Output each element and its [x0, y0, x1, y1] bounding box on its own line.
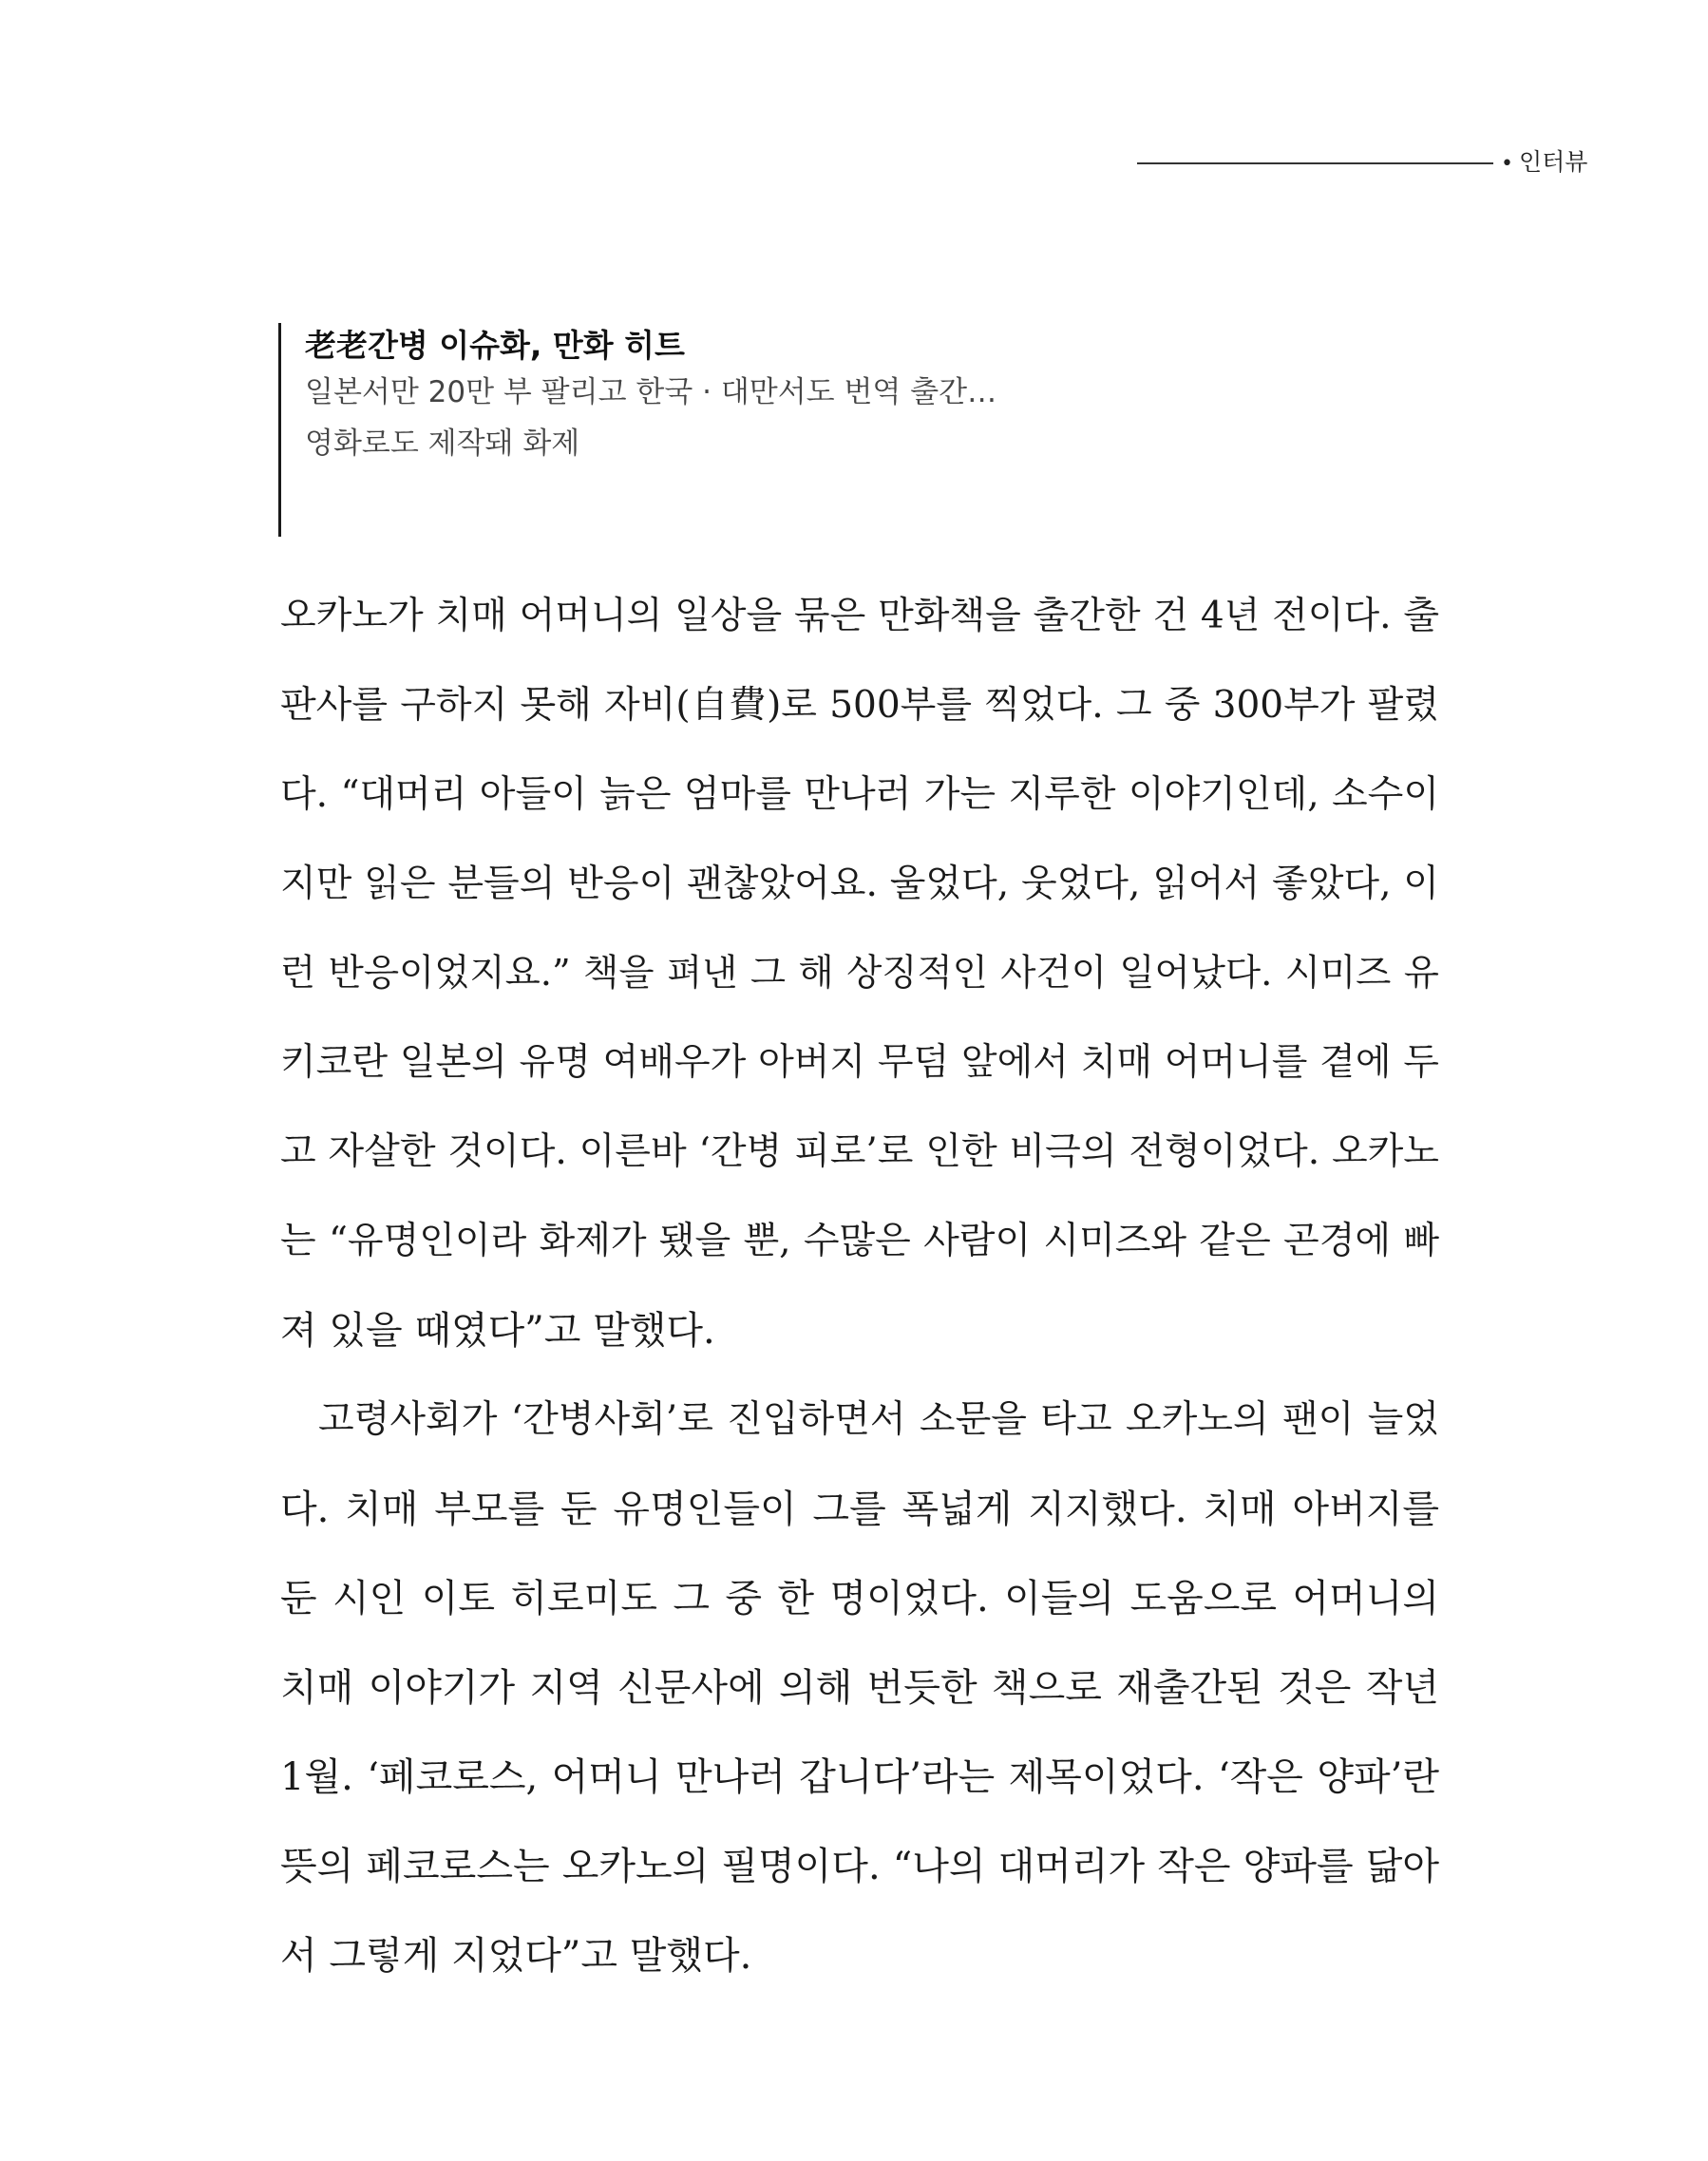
text-line: 고 자살한 것이다. 이른바 ‘간병 피로’로 인한 비극의 전형이었다. 오카노 [280, 1130, 1439, 1173]
bullet-icon: • [1501, 152, 1513, 176]
text-line: 뜻의 페코로스는 오카노의 필명이다. “나의 대머리가 작은 양파를 닮아 [280, 1845, 1439, 1888]
section-label-text: 인터뷰 [1518, 148, 1588, 176]
text-line: 치매 이야기가 지역 신문사에 의해 번듯한 책으로 재출간된 것은 작년 [280, 1666, 1439, 1710]
pull-quote-subtitle-line: 영화로도 제작돼 화제 [305, 427, 580, 461]
header-rule [1137, 162, 1493, 164]
pull-quote-box [278, 323, 996, 537]
text-line: 지만 읽은 분들의 반응이 괜찮았어요. 울었다, 웃었다, 읽어서 좋았다, 이 [280, 863, 1439, 905]
paragraph-2 [280, 1375, 1439, 2000]
paragraph-1 [280, 572, 1439, 1375]
article-body [280, 572, 1439, 2000]
text-line: 1월. ‘페코로스, 어머니 만나러 갑니다’라는 제목이었다. ‘작은 양파’란 [280, 1755, 1439, 1799]
text-line: 고령사회가 ‘간병사회’로 진입하면서 소문을 타고 오카노의 팬이 늘었 [318, 1398, 1439, 1441]
text-line: 오카노가 치매 어머니의 일상을 묶은 만화책을 출간한 건 4년 전이다. 출 [280, 595, 1439, 637]
text-line: 져 있을 때였다”고 말했다. [280, 1309, 715, 1353]
section-label [1501, 143, 1587, 183]
text-line: 판사를 구하지 못해 자비(自費)로 500부를 찍었다. 그 중 300부가 팔렸 [280, 684, 1439, 727]
text-line: 둔 시인 이토 히로미도 그 중 한 명이었다. 이들의 도움으로 어머니의 [280, 1577, 1439, 1621]
text-line: 키코란 일본의 유명 여배우가 아버지 무덤 앞에서 치매 어머니를 곁에 두 [280, 1041, 1439, 1084]
text-line: 다. 치매 부모를 둔 유명인들이 그를 폭넓게 지지했다. 치매 아버지를 [280, 1488, 1439, 1531]
text-line: 다. “대머리 아들이 늙은 엄마를 만나러 가는 지루한 이야기인데, 소수이 [280, 773, 1439, 816]
text-line: 런 반응이었지요.” 책을 펴낸 그 해 상징적인 사건이 일어났다. 시미즈 유 [280, 952, 1439, 995]
text-line: 서 그렇게 지었다”고 말했다. [280, 1934, 752, 1978]
pull-quote-subtitle-line: 일본서만 20만 부 팔리고 한국 · 대만서도 번역 출간… [305, 375, 997, 409]
text-line: 는 “유명인이라 화제가 됐을 뿐, 수많은 사람이 시미즈와 같은 곤경에 빠 [280, 1220, 1439, 1262]
pull-quote-title: 老老간병 이슈화, 만화 히트 [305, 327, 685, 364]
